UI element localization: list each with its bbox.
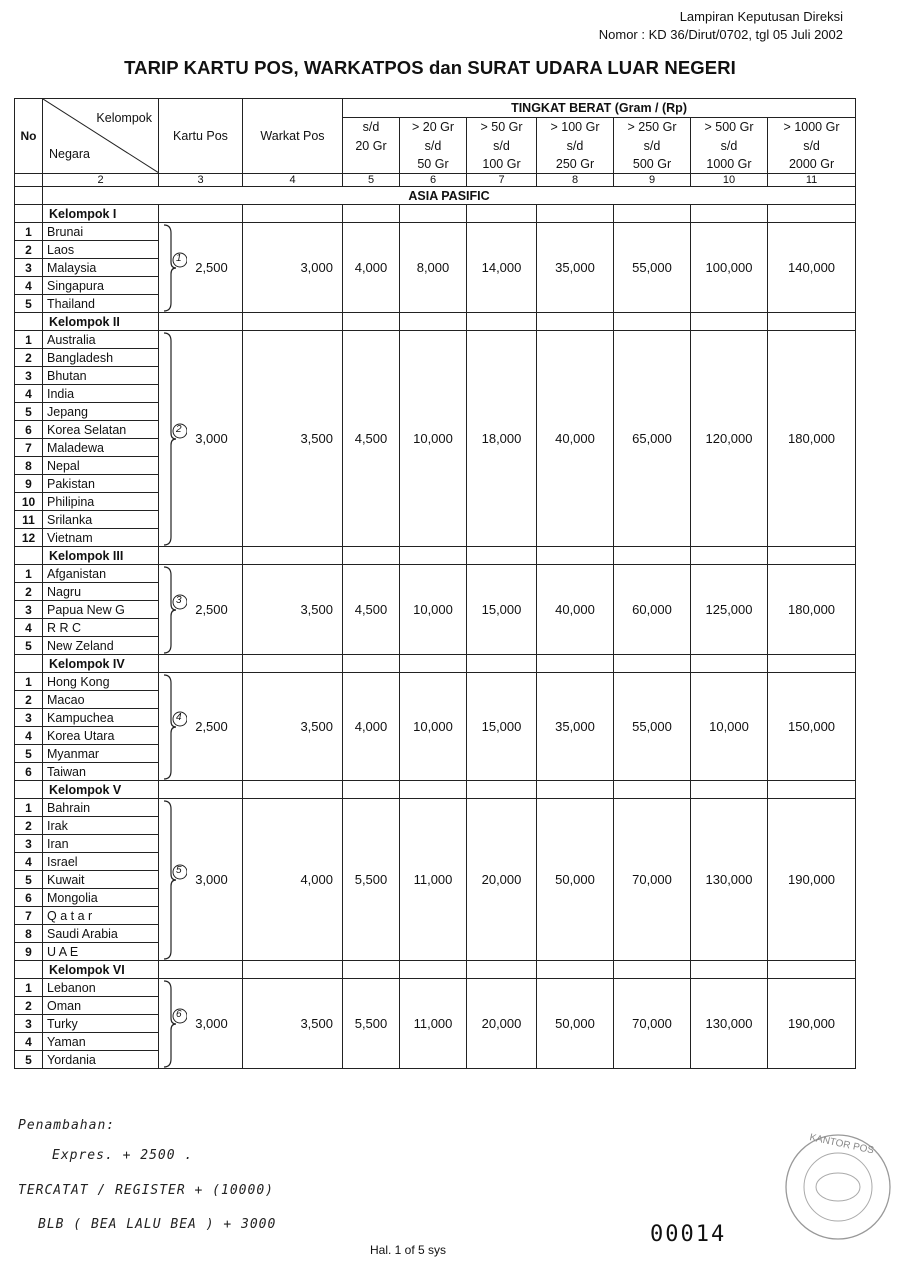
group-empty-cell	[159, 961, 243, 979]
section-title: ASIA PASIFIC	[43, 187, 856, 205]
country-name: Singapura	[43, 277, 159, 295]
country-name: Mongolia	[43, 889, 159, 907]
row-number: 5	[15, 871, 43, 889]
group-empty-cell	[159, 205, 243, 223]
tariff-value: 140,000	[768, 223, 856, 313]
row-number: 5	[15, 1051, 43, 1069]
group-empty-cell	[768, 781, 856, 799]
country-name: Nepal	[43, 457, 159, 475]
row-number: 3	[15, 601, 43, 619]
table-row	[15, 565, 856, 583]
tariff-value: 11,000	[400, 979, 467, 1069]
header-kelompok-negara	[43, 99, 159, 174]
group-empty-cell	[243, 547, 343, 565]
tariff-value: 40,000	[537, 565, 614, 655]
tariff-value: 190,000	[768, 799, 856, 961]
row-number: 1	[15, 979, 43, 997]
tariff-value: 5,500	[343, 979, 400, 1069]
tariff-value: 130,000	[691, 979, 768, 1069]
table-row	[15, 979, 856, 997]
handwritten-line-4: BLB ( BEA LALU BEA ) + 3000	[38, 1217, 277, 1232]
group-name: Kelompok II	[43, 313, 159, 331]
row-number: 3	[15, 367, 43, 385]
group-mark: 1	[176, 253, 182, 264]
tariff-value: 190,000	[768, 979, 856, 1069]
group-name: Kelompok III	[43, 547, 159, 565]
col-number-3: 3	[159, 174, 243, 187]
group-empty-cell	[343, 205, 400, 223]
page-footer: Hal. 1 of 5 sys	[370, 1243, 447, 1257]
country-name: Macao	[43, 691, 159, 709]
weight-header-1-line-1: s/d	[343, 118, 400, 137]
group-empty-cell	[467, 313, 537, 331]
row-number: 12	[15, 529, 43, 547]
group-empty-cell	[768, 547, 856, 565]
weight-header-7-line-1: > 1000 Gr	[768, 118, 856, 137]
country-name: Oman	[43, 997, 159, 1015]
group-empty-cell	[243, 781, 343, 799]
weight-header-2-line-3: 50 Gr	[400, 155, 467, 174]
tariff-value: 1 2,500	[159, 223, 243, 313]
group-no-cell	[15, 781, 43, 799]
tariff-value: 11,000	[400, 799, 467, 961]
country-name: Pakistan	[43, 475, 159, 493]
tariff-value: 4,000	[343, 223, 400, 313]
row-number: 1	[15, 565, 43, 583]
country-name: Philipina	[43, 493, 159, 511]
tariff-value: 35,000	[537, 673, 614, 781]
row-number: 4	[15, 619, 43, 637]
row-number: 11	[15, 511, 43, 529]
tariff-value: 70,000	[614, 979, 691, 1069]
group-no-cell	[15, 961, 43, 979]
group-empty-cell	[537, 781, 614, 799]
country-name: Australia	[43, 331, 159, 349]
table-row	[15, 331, 856, 349]
weight-header-1-line-3	[343, 155, 400, 174]
header-line-2: Nomor : KD 36/Dirut/0702, tgl 05 Juli 2002	[598, 27, 843, 42]
row-number: 4	[15, 385, 43, 403]
weight-header-1-line-2: 20 Gr	[343, 137, 400, 155]
group-empty-cell	[691, 313, 768, 331]
tariff-value: 3,500	[243, 979, 343, 1069]
group-empty-cell	[537, 655, 614, 673]
tariff-value: 10,000	[400, 565, 467, 655]
weight-header-4-line-1: > 100 Gr	[537, 118, 614, 137]
group-empty-cell	[243, 313, 343, 331]
tariff-value: 65,000	[614, 331, 691, 547]
row-number: 5	[15, 637, 43, 655]
tariff-value: 5,500	[343, 799, 400, 961]
group-mark: 4	[176, 712, 182, 723]
group-empty-cell	[467, 655, 537, 673]
handwritten-line-3: TERCATAT / REGISTER + (10000)	[18, 1183, 274, 1198]
header-line-1: Lampiran Keputusan Direksi	[679, 9, 843, 24]
country-name: Korea Utara	[43, 727, 159, 745]
group-empty-cell	[614, 205, 691, 223]
row-number: 2	[15, 241, 43, 259]
country-name: Myanmar	[43, 745, 159, 763]
tariff-value: 50,000	[537, 799, 614, 961]
country-name: Q a t a r	[43, 907, 159, 925]
country-name: Malaysia	[43, 259, 159, 277]
group-empty-cell	[400, 655, 467, 673]
tariff-value: 125,000	[691, 565, 768, 655]
tariff-value: 14,000	[467, 223, 537, 313]
row-number: 6	[15, 421, 43, 439]
header-warkat-pos: Warkat Pos	[243, 99, 343, 174]
row-number: 2	[15, 997, 43, 1015]
group-empty-cell	[343, 781, 400, 799]
tariff-value: 5 3,000	[159, 799, 243, 961]
tariff-value: 3,500	[243, 331, 343, 547]
country-name: Kuwait	[43, 871, 159, 889]
tariff-value: 150,000	[768, 673, 856, 781]
tariff-value: 3,500	[243, 673, 343, 781]
weight-header-5-line-3: 500 Gr	[614, 155, 691, 174]
tariff-body	[15, 205, 856, 1069]
tariff-value: 4 2,500	[159, 673, 243, 781]
row-number: 4	[15, 853, 43, 871]
group-no-cell	[15, 547, 43, 565]
group-empty-cell	[537, 205, 614, 223]
group-name: Kelompok IV	[43, 655, 159, 673]
row-number: 9	[15, 943, 43, 961]
group-empty-cell	[343, 547, 400, 565]
weight-header-6-line-3: 1000 Gr	[691, 155, 768, 174]
tariff-value: 15,000	[467, 565, 537, 655]
group-empty-cell	[614, 313, 691, 331]
group-empty-cell	[614, 961, 691, 979]
table-row	[15, 223, 856, 241]
country-name: Hong Kong	[43, 673, 159, 691]
country-name: Irak	[43, 817, 159, 835]
country-name: Laos	[43, 241, 159, 259]
country-name: Vietnam	[43, 529, 159, 547]
row-number: 2	[15, 817, 43, 835]
row-number: 1	[15, 799, 43, 817]
group-empty-cell	[400, 313, 467, 331]
tariff-value: 120,000	[691, 331, 768, 547]
group-empty-cell	[691, 205, 768, 223]
country-name: Afganistan	[43, 565, 159, 583]
country-name: Yaman	[43, 1033, 159, 1051]
tariff-value: 10,000	[400, 673, 467, 781]
tariff-value: 35,000	[537, 223, 614, 313]
row-number: 8	[15, 925, 43, 943]
row-number: 7	[15, 907, 43, 925]
group-empty-cell	[159, 781, 243, 799]
group-empty-cell	[467, 205, 537, 223]
country-name: Brunai	[43, 223, 159, 241]
tariff-value: 4,000	[243, 799, 343, 961]
tariff-value: 70,000	[614, 799, 691, 961]
row-number: 5	[15, 403, 43, 421]
group-empty-cell	[243, 961, 343, 979]
group-mark: 5	[176, 865, 182, 876]
country-name: Turky	[43, 1015, 159, 1033]
tariff-value: 10,000	[400, 331, 467, 547]
header-no: No	[15, 99, 43, 174]
row-number: 2	[15, 583, 43, 601]
group-no-cell	[15, 655, 43, 673]
country-name: Srilanka	[43, 511, 159, 529]
document-header	[599, 8, 843, 44]
row-number: 2	[15, 349, 43, 367]
group-empty-cell	[343, 961, 400, 979]
row-number: 7	[15, 439, 43, 457]
group-row	[15, 961, 856, 979]
weight-header-5-line-2: s/d	[614, 137, 691, 155]
group-empty-cell	[768, 313, 856, 331]
header-kartu-pos: Kartu Pos	[159, 99, 243, 174]
group-name: Kelompok VI	[43, 961, 159, 979]
group-empty-cell	[400, 781, 467, 799]
country-name: U A E	[43, 943, 159, 961]
tariff-value: 180,000	[768, 331, 856, 547]
row-number: 2	[15, 691, 43, 709]
handwritten-line-1: Penambahan:	[18, 1118, 116, 1133]
group-empty-cell	[243, 205, 343, 223]
tariff-value: 180,000	[768, 565, 856, 655]
col-number-7: 7	[467, 174, 537, 187]
group-empty-cell	[159, 547, 243, 565]
group-empty-cell	[537, 313, 614, 331]
group-no-cell	[15, 313, 43, 331]
country-name: R R C	[43, 619, 159, 637]
row-number: 1	[15, 331, 43, 349]
tariff-table	[14, 98, 856, 1069]
row-number: 6	[15, 763, 43, 781]
row-number: 3	[15, 259, 43, 277]
header-kelompok: Kelompok	[96, 111, 152, 125]
tariff-value: 3 2,500	[159, 565, 243, 655]
weight-header-4-line-3: 250 Gr	[537, 155, 614, 174]
group-empty-cell	[343, 655, 400, 673]
svg-text:KANTOR POS: KANTOR POS	[808, 1132, 875, 1157]
group-mark: 2	[176, 424, 182, 435]
weight-header-5-line-1: > 250 Gr	[614, 118, 691, 137]
country-name: Yordania	[43, 1051, 159, 1069]
col-number-5: 5	[343, 174, 400, 187]
weight-header-6-line-2: s/d	[691, 137, 768, 155]
country-name: Kampuchea	[43, 709, 159, 727]
tariff-value: 20,000	[467, 799, 537, 961]
group-empty-cell	[159, 655, 243, 673]
weight-header-6-line-1: > 500 Gr	[691, 118, 768, 137]
group-name: Kelompok V	[43, 781, 159, 799]
col-number-6: 6	[400, 174, 467, 187]
group-empty-cell	[614, 655, 691, 673]
row-number: 5	[15, 745, 43, 763]
row-number: 10	[15, 493, 43, 511]
country-name: Korea Selatan	[43, 421, 159, 439]
header-tingkat-berat: TINGKAT BERAT (Gram / (Rp)	[343, 99, 856, 118]
office-stamp	[770, 1125, 900, 1245]
table-row	[15, 673, 856, 691]
row-number: 4	[15, 727, 43, 745]
tariff-value: 18,000	[467, 331, 537, 547]
tariff-value: 130,000	[691, 799, 768, 961]
country-name: Nagru	[43, 583, 159, 601]
group-row	[15, 781, 856, 799]
tariff-value: 40,000	[537, 331, 614, 547]
group-empty-cell	[768, 205, 856, 223]
row-number: 8	[15, 457, 43, 475]
group-empty-cell	[343, 313, 400, 331]
group-empty-cell	[400, 205, 467, 223]
tariff-value: 100,000	[691, 223, 768, 313]
document-title: TARIP KARTU POS, WARKATPOS dan SURAT UDARA LUAR NEGERI	[124, 57, 736, 78]
tariff-value: 20,000	[467, 979, 537, 1069]
col-number-8: 8	[537, 174, 614, 187]
country-name: Bhutan	[43, 367, 159, 385]
group-empty-cell	[400, 961, 467, 979]
weight-header-7-line-2: s/d	[768, 137, 856, 155]
col-number-4: 4	[243, 174, 343, 187]
group-empty-cell	[768, 655, 856, 673]
group-no-cell	[15, 205, 43, 223]
group-empty-cell	[614, 547, 691, 565]
handwritten-line-2: Expres. + 2500 .	[52, 1148, 194, 1163]
country-name: Saudi Arabia	[43, 925, 159, 943]
tariff-value: 8,000	[400, 223, 467, 313]
tariff-value: 60,000	[614, 565, 691, 655]
group-row	[15, 655, 856, 673]
header-negara: Negara	[49, 147, 90, 161]
row-number: 5	[15, 295, 43, 313]
row-number: 1	[15, 673, 43, 691]
serial-number: 00014	[650, 1222, 727, 1247]
row-number: 3	[15, 835, 43, 853]
tariff-value: 50,000	[537, 979, 614, 1069]
group-empty-cell	[691, 781, 768, 799]
col-number-9: 9	[614, 174, 691, 187]
tariff-value: 55,000	[614, 223, 691, 313]
tariff-value: 3,500	[243, 565, 343, 655]
row-number: 4	[15, 1033, 43, 1051]
table-row	[15, 799, 856, 817]
group-mark: 3	[176, 595, 182, 606]
row-number: 4	[15, 277, 43, 295]
group-empty-cell	[691, 547, 768, 565]
country-name: India	[43, 385, 159, 403]
weight-header-3-line-3: 100 Gr	[467, 155, 537, 174]
group-name: Kelompok I	[43, 205, 159, 223]
weight-header-4-line-2: s/d	[537, 137, 614, 155]
section-empty	[15, 187, 43, 205]
group-empty-cell	[614, 781, 691, 799]
group-empty-cell	[537, 547, 614, 565]
country-name: Iran	[43, 835, 159, 853]
weight-header-2-line-1: > 20 Gr	[400, 118, 467, 137]
row-number: 1	[15, 223, 43, 241]
weight-header-3-line-1: > 50 Gr	[467, 118, 537, 137]
col-number-10: 10	[691, 174, 768, 187]
tariff-value: 6 3,000	[159, 979, 243, 1069]
tariff-value: 2 3,000	[159, 331, 243, 547]
group-empty-cell	[159, 313, 243, 331]
tariff-value: 4,500	[343, 331, 400, 547]
group-row	[15, 547, 856, 565]
row-number: 9	[15, 475, 43, 493]
country-name: Papua New G	[43, 601, 159, 619]
stamp-seal	[770, 1125, 900, 1245]
row-number: 3	[15, 1015, 43, 1033]
country-name: Thailand	[43, 295, 159, 313]
weight-header-3-line-2: s/d	[467, 137, 537, 155]
group-empty-cell	[400, 547, 467, 565]
col-number-11: 11	[768, 174, 856, 187]
group-empty-cell	[243, 655, 343, 673]
tariff-value: 55,000	[614, 673, 691, 781]
group-empty-cell	[467, 961, 537, 979]
row-number: 6	[15, 889, 43, 907]
group-row	[15, 205, 856, 223]
country-name: New Zeland	[43, 637, 159, 655]
group-empty-cell	[768, 961, 856, 979]
tariff-value: 10,000	[691, 673, 768, 781]
country-name: Bahrain	[43, 799, 159, 817]
country-name: Lebanon	[43, 979, 159, 997]
group-mark: 6	[176, 1009, 182, 1020]
country-name: Israel	[43, 853, 159, 871]
country-name: Jepang	[43, 403, 159, 421]
group-empty-cell	[467, 781, 537, 799]
group-empty-cell	[537, 961, 614, 979]
col-number-2: 2	[43, 174, 159, 187]
group-row	[15, 313, 856, 331]
tariff-value: 15,000	[467, 673, 537, 781]
weight-header-7-line-3: 2000 Gr	[768, 155, 856, 174]
group-empty-cell	[691, 961, 768, 979]
country-name: Bangladesh	[43, 349, 159, 367]
tariff-value: 3,000	[243, 223, 343, 313]
country-name: Maladewa	[43, 439, 159, 457]
tariff-value: 4,500	[343, 565, 400, 655]
group-empty-cell	[691, 655, 768, 673]
weight-header-2-line-2: s/d	[400, 137, 467, 155]
tariff-value: 4,000	[343, 673, 400, 781]
row-number: 3	[15, 709, 43, 727]
group-empty-cell	[467, 547, 537, 565]
col-number-1	[15, 174, 43, 187]
country-name: Taiwan	[43, 763, 159, 781]
